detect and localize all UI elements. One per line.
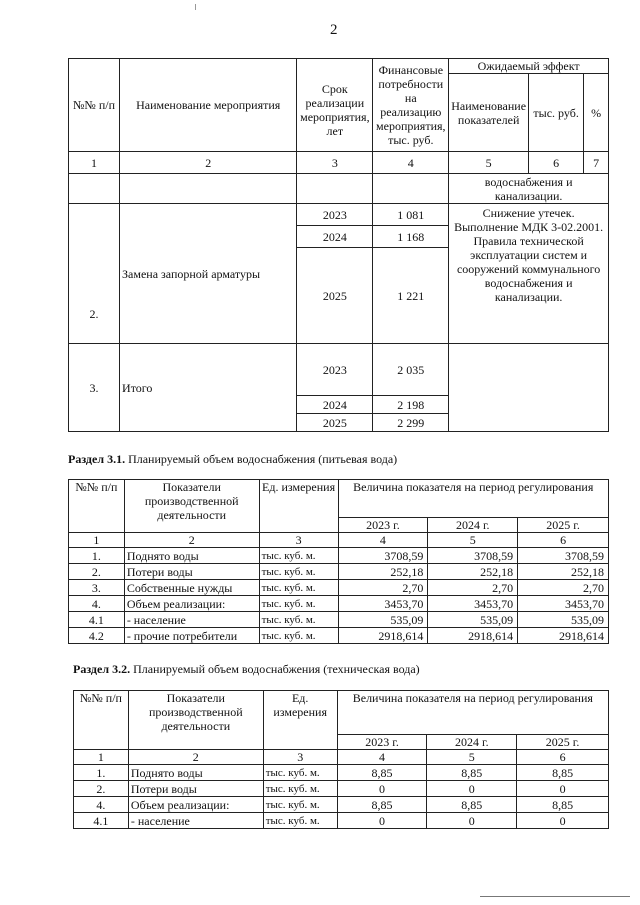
row-number: 4. — [69, 596, 125, 612]
index-cell: 1 — [69, 533, 125, 548]
measures-table — [68, 58, 609, 432]
index-cell: 2 — [124, 533, 259, 548]
index-row — [69, 533, 609, 548]
expected-effect — [449, 344, 609, 432]
value-cell: 2918,614 — [518, 628, 609, 644]
table-row — [69, 612, 609, 628]
section-number: Раздел 3.1. — [68, 452, 126, 466]
section-title: Планируемый объем водоснабжения (питьевая вода) — [128, 452, 398, 466]
table-row — [69, 548, 609, 564]
row-number: 4.1 — [69, 612, 125, 628]
table-row — [69, 344, 609, 396]
unit-cell: тыс. куб. м. — [259, 596, 338, 612]
col-ind-header: Показатели производственной деятельности — [124, 480, 259, 533]
year-header: 2024 г. — [427, 735, 517, 750]
value-cell: 2,70 — [338, 580, 428, 596]
value-cell: 3708,59 — [428, 548, 518, 564]
value-cell: 8,85 — [427, 765, 517, 781]
indicator-name: Объем реализации: — [124, 596, 259, 612]
year-header: 2023 г. — [337, 735, 427, 750]
table-row — [69, 174, 609, 204]
value-cell: 2,70 — [428, 580, 518, 596]
col-num-header: №№ п/п — [74, 691, 129, 750]
col-term-header: Срок реализации мероприятия, лет — [297, 59, 373, 152]
value-cell: 1 221 — [373, 248, 449, 344]
index-cell: 6 — [517, 750, 609, 765]
row-number: 3. — [69, 580, 125, 596]
indicator-name: Потери воды — [128, 781, 263, 797]
col-val-header: Величина показателя на период регулирования — [337, 691, 608, 735]
index-cell: 7 — [584, 152, 609, 174]
index-cell: 4 — [338, 533, 428, 548]
index-cell: 6 — [529, 152, 584, 174]
index-cell: 3 — [259, 533, 338, 548]
value-cell: 2 198 — [373, 396, 449, 414]
col-rub-header: тыс. руб. — [529, 74, 584, 152]
index-cell: 2 — [120, 152, 297, 174]
unit-cell: тыс. куб. м. — [263, 781, 337, 797]
measure-name: Замена запорной арматуры — [120, 204, 297, 344]
value-cell: 0 — [517, 813, 609, 829]
col-unit-header: Ед. измерения — [259, 480, 338, 533]
page-number: 2 — [330, 22, 338, 38]
unit-cell: тыс. куб. м. — [259, 612, 338, 628]
index-cell: 4 — [373, 152, 449, 174]
expected-effect: Снижение утечек. Выполнение МДК 3-02.2001. Правила технической эксплуатации систем и сооружений коммунального водоснабжения и канализации. — [449, 204, 609, 344]
col-val-header: Величина показателя на период регулирования — [338, 480, 608, 518]
col-num-header: №№ п/п — [69, 59, 120, 152]
year-cell: 2023 — [297, 204, 373, 226]
value-cell: 2 035 — [373, 344, 449, 396]
col-name-header: Наименование мероприятия — [120, 59, 297, 152]
index-cell: 6 — [518, 533, 609, 548]
index-cell: 4 — [337, 750, 427, 765]
col-ind-header: Показатели производственной деятельности — [128, 691, 263, 750]
indicator-name: - прочие потребители — [124, 628, 259, 644]
index-cell: 5 — [449, 152, 529, 174]
table-row — [74, 797, 609, 813]
top-mark — [195, 4, 196, 10]
value-cell: 252,18 — [338, 564, 428, 580]
value-cell: 1 081 — [373, 204, 449, 226]
row-number: 4.1 — [74, 813, 129, 829]
table-row — [69, 204, 609, 226]
value-cell: 3453,70 — [428, 596, 518, 612]
unit-cell: тыс. куб. м. — [263, 813, 337, 829]
measure-name: Итого — [120, 344, 297, 432]
value-cell: 0 — [337, 813, 427, 829]
indicator-name: Поднято воды — [128, 765, 263, 781]
unit-cell: тыс. куб. м. — [259, 564, 338, 580]
index-row — [69, 152, 609, 174]
index-cell: 2 — [128, 750, 263, 765]
unit-cell: тыс. куб. м. — [259, 628, 338, 644]
value-cell: 3453,70 — [518, 596, 609, 612]
year-cell: 2023 — [297, 344, 373, 396]
year-cell: 2024 — [297, 396, 373, 414]
row-number: 2. — [69, 564, 125, 580]
index-cell: 5 — [428, 533, 518, 548]
section-number: Раздел 3.2. — [73, 662, 131, 676]
index-cell: 3 — [263, 750, 337, 765]
value-cell: 1 168 — [373, 226, 449, 248]
index-cell: 1 — [69, 152, 120, 174]
section-title: Планируемый объем водоснабжения (техническая вода) — [133, 662, 420, 676]
value-cell: 3453,70 — [338, 596, 428, 612]
row-number: 1. — [74, 765, 129, 781]
value-cell: 2918,614 — [428, 628, 518, 644]
row-number: 4. — [74, 797, 129, 813]
year-cell: 2025 — [297, 248, 373, 344]
value-cell: 8,85 — [517, 765, 609, 781]
col-ind-header: Наименование показателей — [449, 74, 529, 152]
indicator-name: - население — [128, 813, 263, 829]
value-cell: 0 — [427, 813, 517, 829]
col-effect-header: Ожидаемый эффект — [449, 59, 609, 74]
year-header: 2025 г. — [517, 735, 609, 750]
value-cell: 535,09 — [428, 612, 518, 628]
table-row — [74, 813, 609, 829]
table-row — [74, 781, 609, 797]
potable-water-table — [68, 479, 609, 644]
index-cell: 5 — [427, 750, 517, 765]
col-pct-header: % — [584, 74, 609, 152]
table-row — [69, 628, 609, 644]
value-cell: 0 — [337, 781, 427, 797]
value-cell: 2918,614 — [338, 628, 428, 644]
value-cell: 0 — [427, 781, 517, 797]
value-cell: 535,09 — [338, 612, 428, 628]
col-num-header: №№ п/п — [69, 480, 125, 533]
unit-cell: тыс. куб. м. — [259, 580, 338, 596]
value-cell: 8,85 — [517, 797, 609, 813]
value-cell: 252,18 — [518, 564, 609, 580]
value-cell: 252,18 — [428, 564, 518, 580]
index-cell: 1 — [74, 750, 129, 765]
row-number: 3. — [69, 344, 120, 432]
value-cell: 3708,59 — [338, 548, 428, 564]
table-row — [69, 564, 609, 580]
technical-water-table — [73, 690, 609, 829]
value-cell: 3708,59 — [518, 548, 609, 564]
unit-cell: тыс. куб. м. — [263, 765, 337, 781]
indicator-name: Объем реализации: — [128, 797, 263, 813]
value-cell: 8,85 — [337, 797, 427, 813]
value-cell: 0 — [517, 781, 609, 797]
year-header: 2024 г. — [428, 518, 518, 533]
index-cell: 3 — [297, 152, 373, 174]
year-cell: 2025 — [297, 414, 373, 432]
index-row — [74, 750, 609, 765]
value-cell: 2,70 — [518, 580, 609, 596]
indicator-name: Поднято воды — [124, 548, 259, 564]
indicator-name: Собственные нужды — [124, 580, 259, 596]
value-cell: 535,09 — [518, 612, 609, 628]
row-number: 1. — [69, 548, 125, 564]
table-row — [69, 580, 609, 596]
value-cell: 8,85 — [337, 765, 427, 781]
footer-rule — [480, 896, 630, 897]
section-3-1-heading — [68, 452, 397, 467]
row-number: 4.2 — [69, 628, 125, 644]
year-header: 2025 г. — [518, 518, 609, 533]
year-cell: 2024 — [297, 226, 373, 248]
year-header: 2023 г. — [338, 518, 428, 533]
table-row — [69, 596, 609, 612]
row-number: 2. — [69, 204, 120, 344]
row-number: 2. — [74, 781, 129, 797]
col-fin-header: Финансовые потребности на реализацию мероприятия, тыс. руб. — [373, 59, 449, 152]
value-cell: 8,85 — [427, 797, 517, 813]
col-unit-header: Ед. измерения — [263, 691, 337, 750]
unit-cell: тыс. куб. м. — [259, 548, 338, 564]
indicator-name: Потери воды — [124, 564, 259, 580]
value-cell: 2 299 — [373, 414, 449, 432]
section-3-2-heading — [73, 662, 420, 677]
effect-continued: водоснабжения и канализации. — [449, 174, 609, 204]
indicator-name: - население — [124, 612, 259, 628]
table-row — [74, 765, 609, 781]
unit-cell: тыс. куб. м. — [263, 797, 337, 813]
